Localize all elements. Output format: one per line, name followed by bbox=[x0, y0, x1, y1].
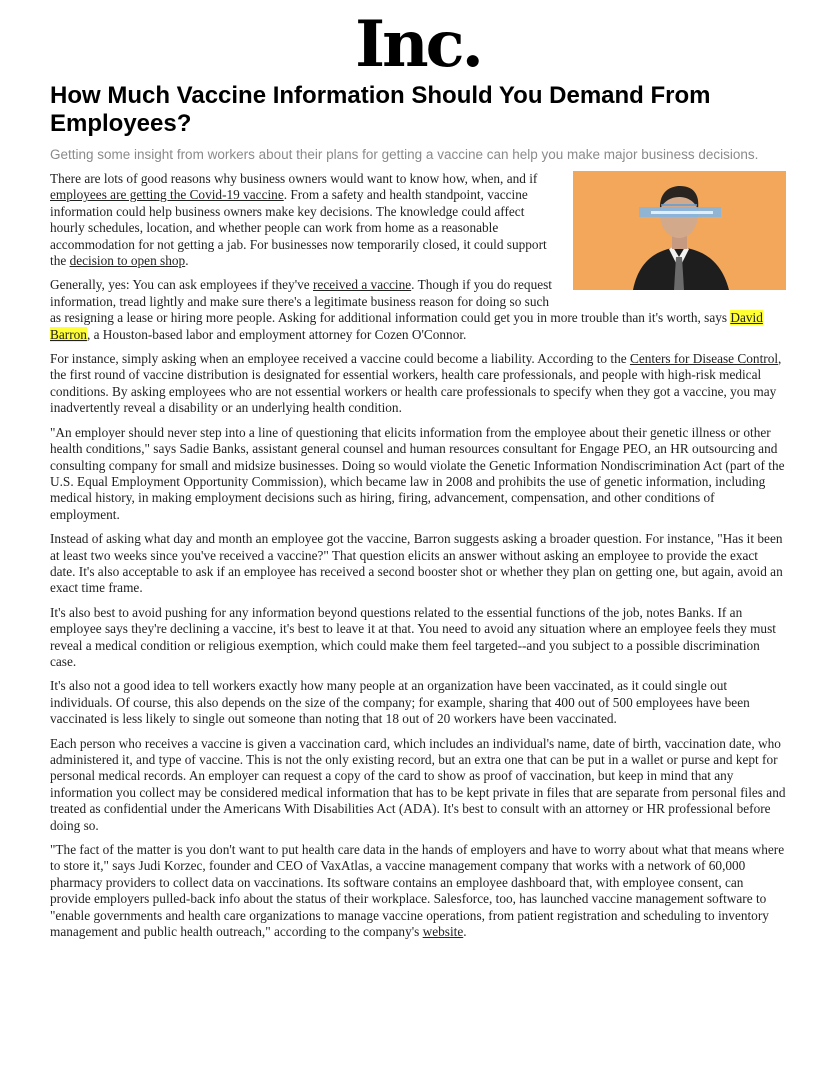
link-employees-getting-vaccine[interactable]: employees are getting the Covid-19 vaccine bbox=[50, 187, 284, 203]
paragraph-6: It's also best to avoid pushing for any information beyond questions related to the essential functions of the job, notes Banks. If an employee says they're declining a vaccine, it's best to leave it at that. You need to avoid any situation where an employee feels they must reveal a medical condition or religious exemption, which could make them feel targeted--and you subject to a possible discrimination case. bbox=[50, 604, 776, 669]
article-title: How Much Vaccine Information Should You Demand From Employees? bbox=[50, 82, 711, 137]
paragraph-8: Each person who receives a vaccine is given a vaccination card, which includes an individual's name, date of birth, vaccination date, who administered it, and type of vaccine. This is not the only existing record, but an extra one that can be put in a wallet or purse and kept for personal medical records. An employer can request a copy of the card to show as proof of vaccination, but keep in mind that any information you collect may be considered medical information that has to be kept private in files that are separate from personal files and treated as confidential under the Americans With Disabilities Act (ADA). It's best to consult with an attorney or HR professional before doing so. bbox=[50, 735, 786, 833]
link-received-a-vaccine[interactable]: received a vaccine bbox=[312, 277, 412, 293]
link-centers-for-disease-control[interactable]: Centers for Disease Control bbox=[629, 351, 779, 367]
paragraph-2: Generally, yes: You can ask employees if they've received a vaccine. Though if you do request information, tread lightly and make sure there's a legitimate business reason for doing so such as resigning a lease or hiring more people. Asking for additional information could get you in more trouble than it's worth, says David Barron, a Houston-based labor and employment attorney for Cozen O'Connor. bbox=[50, 277, 763, 342]
paragraph-4: "An employer should never step into a line of questioning that elicits information from the employee about their genetic illness or other health conditions," says Sadie Banks, assistant general counsel and human resources consultant for Engage PEO, an HR outsourcing and consulting company for small and midsize businesses. Doing so would violate the Genetic Information Nondiscrimination Act (part of the U.S. Equal Employment Opportunity Commission), which became law in 2008 and prohibits the use of genetic information, including medical history, in making employment decisions such as hiring, firing, advancement, compensation, and other conditions of employment. bbox=[50, 424, 785, 522]
paragraph-5: Instead of asking what day and month an employee got the vaccine, Barron suggests asking a broader question. For instance, "Has it been at least two weeks since you've received a vaccine?" That question elicits an answer without asking an employee to provide the exact date. It's also acceptable to ask if an employee has received a second booster shot or whether they plan on getting one, but again, avoid an exact time frame. bbox=[50, 531, 783, 596]
paragraph-3: For instance, simply asking when an employee received a vaccine could become a liability. According to the Centers for Disease Control, the first round of vaccine distribution is designated for essential workers, health care professionals, and people with high-risk medical conditions. By asking employees who are not essential workers or health care professionals to specify when they got a vaccine, you may inadvertently reveal a disability or an underlying health condition. bbox=[50, 351, 782, 416]
paragraph-1: There are lots of good reasons why business owners would want to know how, when, and if employees are getting the Covid-19 vaccine. From a safety and health standpoint, vaccine information could help business owners make key decisions. The knowledge could affect hourly schedules, location, and whether people can work from home as a reasonable accommodation for not getting a jab. For businesses now temporarily closed, it could support the decision to open shop. bbox=[50, 171, 547, 269]
article-subtitle: Getting some insight from workers about their plans for getting a vaccine can help you make major business decisions. bbox=[50, 147, 759, 162]
article-body bbox=[50, 171, 786, 948]
hero-image bbox=[573, 171, 786, 290]
paragraph-9: "The fact of the matter is you don't want to put health care data in the hands of employers and have to worry about what that means where to store it," says Judi Korzec, founder and CEO of VaxAtlas, a vaccine management company that works with a network of 60,000 pharmacy providers to collect data on vaccinations. Its software contains an employee dashboard that, with employee consent, can provide employers pulled-back info about the status of their workplace. Salesforce, too, has launched vaccine management software to "enable governments and health care organizations to manage vaccine operations, from patient registration and scheduling to inventory management and public health outreach," according to the company's website. bbox=[50, 842, 785, 940]
link-website[interactable]: website bbox=[422, 924, 464, 940]
link-david-barron[interactable]: David Barron bbox=[50, 310, 763, 342]
businessman-illustration bbox=[573, 171, 786, 290]
paragraph-7: It's also not a good idea to tell workers exactly how many people at an organization have been vaccinated, as it could single out individuals. Of course, this also depends on the size of the company; for example, sharing that 400 out of 500 employees have been vaccinated is less likely to single out someone than noting that 18 out of 20 workers have been vaccinated. bbox=[50, 678, 750, 727]
inc-logo[interactable]: Inc. bbox=[355, 7, 481, 82]
link-decision-to-open-shop[interactable]: decision to open shop bbox=[69, 253, 186, 269]
